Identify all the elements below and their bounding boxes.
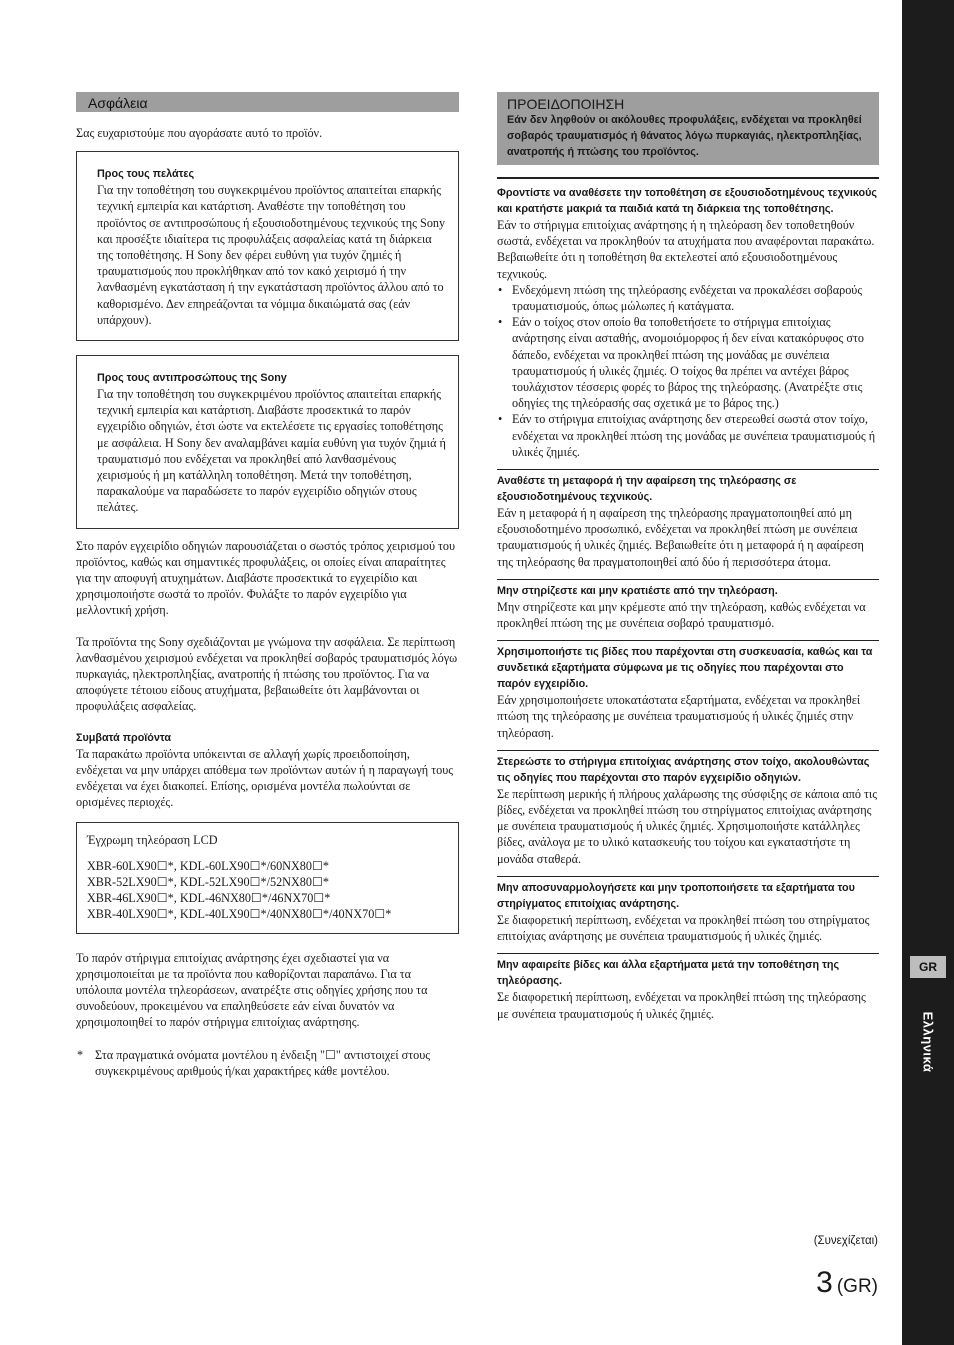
footnote xyxy=(76,1047,459,1079)
section-text: Εάν το στήριγμα επιτοίχιας ανάρτησης ή η τηλεόραση δεν τοποθετηθούν σωστά, ενδέχεται να προκληθούν τα ατυχήματα που αναφέρονται παρακάτω. Βεβαιωθείτε ότι η τοποθέτηση θα εκτελεστεί από εξουσιοδοτημένους τεχνικούς. xyxy=(497,218,875,281)
customers-notice-title: Προς τους πελάτες xyxy=(97,168,195,181)
footnote-mark: * xyxy=(77,1047,84,1062)
section-heading: Χρησιμοποιήστε τις βίδες που παρέχονται στη συσκευασία, καθώς και τα συνδετικά εξαρτήματα σύμφωνα με τις οδηγίες που παρέχονται στο παρόν εγχειρίδιο. xyxy=(497,646,873,691)
dealers-notice-text: Για την τοποθέτηση του συγκεκριμένου προϊόντος απαιτείται επαρκής τεχνική εμπειρία και κατάρτιση. Διαβάστε προσεκτικά το παρόν εγχειρίδιο οδηγιών, έτσι ώστε να εκτελέσετε τις εργασίες τοποθέτησης με ασφάλεια. Η Sony δεν αναλαμβάνει καμία ευθύνη για τυχόν ζημιά ή τραυματισμό που ενδέχεται να προκληθεί από λανθασμένους χειρισμούς ή μη κατάλληλη τοποθέτηση. Μετά την τοποθέτηση, παρακαλούμε να παραδώσετε το παρόν εγχειρίδιο οδηγιών στους πελάτες. xyxy=(97,387,446,515)
warning-section xyxy=(497,177,879,460)
model-line: XBR-60LX90☐*, KDL-60LX90☐*/60NX80☐* xyxy=(87,858,329,873)
section-text: Εάν η μεταφορά ή η αφαίρεση της τηλεόρασης πραγματοποιηθεί από μη εξουσιοδοτημένο προσωπικό, ενδέχεται να προκληθεί πτώση με συνέπεια τραυματισμούς ή υλικές ζημιές. Βεβαιωθείτε ότι η μεταφορά ή η αφαίρεση της τηλεόρασης θα πραγματοποιηθεί από δύο ή περισσότερα άτομα. xyxy=(497,506,864,569)
page-number-value: 3 xyxy=(816,1266,833,1299)
model-list-box xyxy=(76,822,459,934)
left-column xyxy=(76,92,459,1079)
bullet-item: • Εάν το στήριγμα επιτοίχιας ανάρτησης δεν στερεωθεί σωστά στον τοίχο, ενδέχεται να προκληθεί πτώση της μονάδας με συνέπεια τραυματισμούς ή υλικές ζημιές. xyxy=(497,411,879,460)
warning-section xyxy=(497,579,879,631)
section-heading: Φροντίστε να αναθέσετε την τοποθέτηση σε εξουσιοδοτημένους τεχνικούς και κρατήστε μακριά τα παιδιά κατά τη διάρκεια της τοποθέτησης. xyxy=(497,187,877,215)
language-sidebar xyxy=(902,0,954,1345)
compatible-products-heading: Συμβατά προϊόντα xyxy=(76,731,172,744)
customers-notice-text: Για την τοποθέτηση του συγκεκριμένου προϊόντος απαιτείται επαρκής τεχνική εμπειρία και κατάρτιση. Αναθέστε την τοποθέτηση του προϊόντος σε αντιπροσώπους ή εξουσιοδοτημένους τεχνικούς της Sony και προσέξτε ιδιαίτερα τις προφυλάξεις ασφαλείας κατά τη διάρκεια της τοποθέτησης. Η Sony δεν φέρει ευθύνη για τυχόν ζημιές ή τραυματισμούς που προκλήθηκαν από τον κακό χειρισμό ή την λανθασμένη εγκατάσταση ή την εγκατάσταση προϊόντος άλλου από το καθορισμένο. Δεν επηρεάζονται τα νόμιμα δικαιώματά σας (εάν υπάρχουν). xyxy=(97,183,446,327)
customers-notice-box xyxy=(76,151,459,341)
section-heading: Μην στηρίζεστε και μην κρατιέστε από την τηλεόραση. xyxy=(497,584,778,597)
model-line: XBR-46LX90☐*, KDL-46NX80☐*/46NX70☐* xyxy=(87,891,331,906)
dealers-notice-title: Προς τους αντιπροσώπους της Sony xyxy=(97,372,287,385)
warning-text: Εάν δεν ληφθούν οι ακόλουθες προφυλάξεις, ενδέχεται να προκληθεί σοβαρός τραυματισμός ή θάνατος λόγω πυρκαγιάς, ηλεκτροπληξίας, ανατροπής ή πτώσης του προϊόντος. xyxy=(507,114,862,158)
section-text: Μην στηρίζεστε και μην κρέμεστε από την τηλεόραση, καθώς ενδέχεται να προκληθεί πτώση της με συνέπεια σοβαρό τραυματισμό. xyxy=(497,599,866,631)
section-text: Εάν χρησιμοποιήσετε υποκατάστατα εξαρτήματα, ενδέχεται να προκληθεί πτώση της τηλεόρασης με συνέπεια τραυματισμούς ή υλικές ζημιές στην τηλεόραση. xyxy=(497,693,861,740)
compatible-products-text: Τα παρακάτω προϊόντα υπόκεινται σε αλλαγή χωρίς προειδοποίηση, ενδέχεται να μην υπάρχει απόθεμα των προϊόντων αυτών ή η παραγωγή τους ενδέχεται να έχει διακοπεί. Επίσης, ορισμένα μοντέλα πωλούνται σε ορισμένες περιοχές. xyxy=(76,746,454,810)
warning-box xyxy=(497,92,879,165)
warning-title: ΠΡΟΕΙΔΟΠΟΙΗΣΗ xyxy=(507,96,625,112)
bullet-list xyxy=(497,282,879,460)
warning-section xyxy=(497,876,879,944)
warning-section xyxy=(497,640,879,741)
model-line: XBR-40LX90☐*, KDL-40LX90☐*/40NX80☐*/40NX70☐* xyxy=(87,907,392,922)
manual-intro-paragraph: Στο παρόν εγχειρίδιο οδηγιών παρουσιάζεται ο σωστός τρόπος χειρισμού του προϊόντος, καθώς και σημαντικές προφυλάξεις, οι οποίες είναι απαραίτητες για την αποφυγή ατυχημάτων. Διαβάστε προσεκτικά το εγχειρίδιο και χρησιμοποιήστε σωστά το προϊόν. Φυλάξτε το παρόν εγχειρίδιο για μελλοντική χρήση. xyxy=(76,538,456,618)
dealers-notice-box xyxy=(76,355,459,529)
bullet-item: • Εάν ο τοίχος στον οποίο θα τοποθετήσετε το στήριγμα επιτοίχιας ανάρτησης είναι ασταθής, ανομοιόμορφος ή δεν είναι κατακόρυφος στο δάπεδο, ενδέχεται να προκληθεί πτώση της μονάδας με συνέπεια τραυματισμούς ή υλικές ζημιές. Ο τοίχος θα πρέπει να αντέχει βάρος τουλάχιστον τέσσερις φορές το βάρος της τηλεόρασης. (Ανατρέξτε στις οδηγίες της τηλεόρασής σας σχετικά με το βάρος της.) xyxy=(497,314,879,411)
language-label: Ελληνικά xyxy=(920,1011,936,1073)
section-text: Σε περίπτωση μερικής ή πλήρους χαλάρωσης της σύσφιξης σε κάποια από τις βίδες, ενδέχεται να προκληθεί πτώση του στηρίγματος επιτοίχιας ανάρτησης με συνέπεια τραυματισμούς ή υλικές ζημιές. Χρησιμοποιήστε κατάλληλες βίδες, ανάλογα με το υλικό κατασκευής του τοίχου και εγκαταστήστε τη μονάδα σταθερά. xyxy=(497,786,878,866)
safety-heading: Ασφάλεια xyxy=(76,92,459,112)
intro-text: Σας ευχαριστούμε που αγοράσατε αυτό το προϊόν. xyxy=(76,126,323,140)
page-number xyxy=(816,1266,878,1300)
model-list-title: Έγχρωμη τηλεόραση LCD xyxy=(87,832,218,847)
bracket-usage-paragraph: Το παρόν στήριγμα επιτοίχιας ανάρτησης έχει σχεδιαστεί για να χρησιμοποιείται με τα προϊόντα που καθορίζονται παραπάνω. Για τα υπόλοιπα μοντέλα τηλεοράσεων, ανατρέξτε στις οδηγίες χρήσης που τα συνοδεύουν, προκειμένου να επαληθεύσετε εάν είναι δυνατόν να χρησιμοποιηθεί το παρόν στήριγμα επιτοίχιας ανάρτησης. xyxy=(76,950,428,1030)
page-number-suffix: (GR) xyxy=(836,1276,878,1297)
warning-section xyxy=(497,953,879,1021)
right-column xyxy=(497,92,879,1022)
section-heading: Αναθέστε τη μεταφορά ή την αφαίρεση της τηλεόρασης σε εξουσιοδοτημένους τεχνικούς. xyxy=(497,475,797,504)
language-badge: GR xyxy=(910,956,946,978)
safety-design-paragraph: Τα προϊόντα της Sony σχεδιάζονται με γνώμονα την ασφάλεια. Σε περίπτωση λανθασμένου χειρισμού ενδέχεται να προκληθεί σοβαρός τραυματισμός λόγω πυρκαγιάς, ηλεκτροπληξίας, ανατροπής ή πτώσης του προϊόντος. Για να αποφύγετε τέτοιου είδους ατυχήματα, βεβαιωθείτε ότι λαμβάνονται οι προφυλάξεις ασφαλείας. xyxy=(76,634,458,714)
section-heading: Μην αφαιρείτε βίδες και άλλα εξαρτήματα μετά την τοποθέτηση της τηλεόρασης. xyxy=(497,959,840,988)
section-text: Σε διαφορετική περίπτωση, ενδέχεται να προκληθεί πτώση της τηλεόρασης με συνέπεια τραυματισμούς ή υλικές ζημιές. xyxy=(497,990,866,1021)
section-text: Σε διαφορετική περίπτωση, ενδέχεται να προκληθεί πτώση του στηρίγματος επιτοίχιας ανάρτησης με συνέπεια τραυματισμούς ή υλικές ζημιές. xyxy=(497,912,870,944)
warning-section xyxy=(497,469,879,570)
footnote-text: Στα πραγματικά ονόματα μοντέλου η ένδειξη "☐" αντιστοιχεί στους συγκεκριμένους αριθμούς ή/και χαρακτήρες κάθε μοντέλου. xyxy=(95,1047,431,1078)
section-heading: Στερεώστε το στήριγμα επιτοίχιας ανάρτησης στον τοίχο, ακολουθώντας τις οδηγίες που παρέχονται στο παρόν εγχειρίδιο οδηγιών. xyxy=(497,755,870,784)
section-heading: Μην αποσυναρμολογήσετε και μην τροποποιήσετε τα εξαρτήματα του στηρίγματος επιτοίχιας ανάρτησης. xyxy=(497,881,855,910)
model-line: XBR-52LX90☐*, KDL-52LX90☐*/52NX80☐* xyxy=(87,874,329,889)
bullet-item: • Ενδεχόμενη πτώση της τηλεόρασης ενδέχεται να προκαλέσει σοβαρούς τραυματισμούς, όπως μώλωπες ή κατάγματα. xyxy=(497,282,879,314)
continued-note: (Συνεχίζεται) xyxy=(813,1235,878,1247)
warning-section xyxy=(497,750,879,867)
